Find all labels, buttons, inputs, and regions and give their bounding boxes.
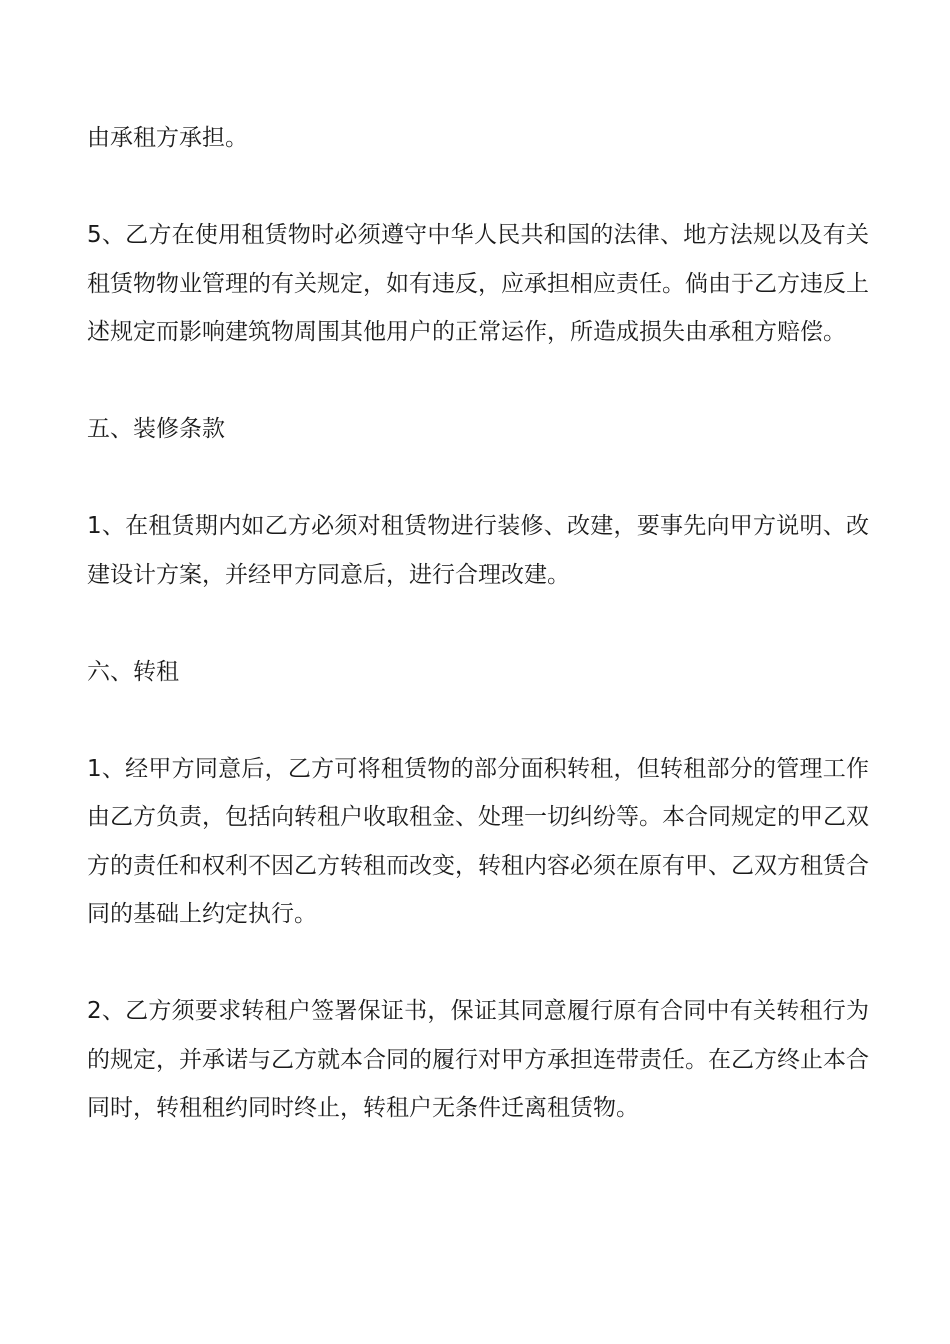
document-body [87,114,869,1181]
paragraph-clause-6-1: 1、经甲方同意后，乙方可将租赁物的部分面积转租，但转租部分的管理工作由乙方负责，包括向转租户收取租金、处理一切纠纷等。本合同规定的甲乙双方的责任和权利不因乙方转租而改变，转租内容必须在原有甲、乙双方租赁合同的基础上约定执行。 [87,755,869,927]
section-heading-sublease: 六、转租 [87,658,179,685]
paragraph-clause-6-2: 2、乙方须要求转租户签署保证书，保证其同意履行原有合同中有关转租行为的规定，并承诺与乙方就本合同的履行对甲方承担连带责任。在乙方终止本合同时，转租租约同时终止，转租户无条件迁离租赁物。 [87,998,869,1121]
section-heading-decoration: 五、装修条款 [87,416,225,442]
paragraph-continuation: 由承租方承担。 [87,125,248,151]
paragraph-clause-4-5: 5、乙方在使用租赁物时必须遵守中华人民共和国的法律、地方法规以及有关租赁物物业管理的有关规定，如有违反，应承担相应责任。倘由于乙方违反上述规定而影响建筑物周围其他用户的正常运作，所造成损失由承租方赔偿。 [87,222,869,345]
paragraph-clause-5-1: 1、在租赁期内如乙方必须对租赁物进行装修、改建，要事先向甲方说明、改建设计方案，并经甲方同意后，进行合理改建。 [87,513,869,588]
